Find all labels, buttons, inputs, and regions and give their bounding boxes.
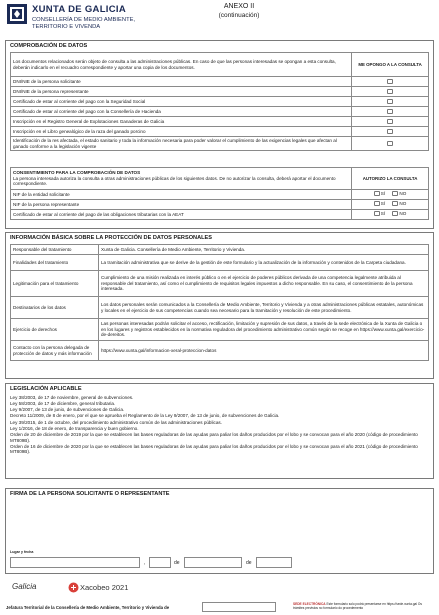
proteccion-section	[5, 232, 434, 379]
month-field[interactable]	[184, 557, 242, 568]
legislacion-list	[6, 395, 433, 455]
oppose-checkbox[interactable]	[387, 109, 393, 114]
auth-doc-item: NIF de la persona representante	[11, 200, 352, 210]
legislacion-title: LEGISLACIÓN APLICABLE	[10, 386, 82, 392]
oppose-checkbox[interactable]	[387, 119, 393, 124]
auth-text: La persona interesada autoriza la consulta a otras administraciones públicas de los siguientes datos. De no autorizar la consulta, deberá aportar el documento correspondiente.	[13, 175, 336, 187]
xunta-shield-icon	[6, 3, 28, 25]
year-field[interactable]	[256, 557, 292, 568]
logo-conselleria: CONSELLERÍA DE MEDIO AMBIENTE,	[32, 16, 136, 23]
proteccion-row-label: Contacto con la persona delegada de protección de datos y más información	[11, 341, 99, 361]
firma-section	[5, 488, 434, 574]
proteccion-row-value: Cumplimiento de una misión realizada en interés público o en el ejercicio de poderes públicos derivada de una competencia legalmente atribuida al responsable del tratamiento, así como el cumplimiento de requisitos legales impuestos a dicho responsable. En su caso, el consentimiento de la persona interesada.	[99, 271, 429, 297]
proteccion-table	[10, 244, 429, 361]
oppose-checkbox[interactable]	[387, 99, 393, 104]
xunta-logo-text	[32, 4, 135, 30]
jefatura-field[interactable]	[202, 602, 276, 612]
legislacion-item: Orden de 16 de diciembre de 2020 por la que se establecen las bases reguladoras de las ayudas para paliar los daños producidos por el lobo y se convocan para el año 2021 (código de procedimiento MT809B).	[10, 443, 418, 455]
legislacion-section	[5, 383, 434, 479]
proteccion-row-label: Finalidades del tratamiento	[11, 255, 99, 271]
place-date-label: Lugar y fecha	[10, 550, 34, 554]
oppose-checkbox[interactable]	[387, 129, 393, 134]
no-label: NO	[399, 211, 407, 217]
proteccion-row-value: Los datos personales serán comunicados a la Consellería de Medio Ambiente, Territorio y Vivienda y a otras administraciones públicas estatales, autonómicas y locales en el ejercicio de sus competencias cuando sea necesario para la tramitación y resolución de este procedimiento.	[99, 297, 429, 319]
oppose-checkbox[interactable]	[387, 141, 393, 146]
firma-title: FIRMA DE LA PERSONA SOLICITANTE O REPRESENTANTE	[10, 491, 170, 497]
comma-separator: ,	[144, 560, 146, 566]
doc-item: Inscripción en el Libro genealógico de la raza del ganado porcino	[11, 127, 352, 137]
legislacion-item: Ley 38/2003, de 17 de noviembre, general de subvenciones.	[10, 394, 134, 400]
sede-electronica	[293, 603, 433, 610]
no-checkbox[interactable]	[392, 211, 398, 216]
page-footer	[6, 602, 434, 613]
de-separator: de	[174, 560, 180, 566]
legislacion-item: Ley 1/2016, de 18 de enero, de transparencia y buen gobierno.	[10, 425, 139, 431]
oppose-checkbox[interactable]	[387, 79, 393, 84]
page-header	[6, 3, 433, 37]
footer-logos	[12, 580, 432, 598]
legislacion-item: Orden de 20 de diciembre de 2019 por la que se establecen las bases reguladoras de las ayudas para paliar los daños producidos por el lobo y se convocan para el año 2020 (código de procedimiento MT809B).	[10, 431, 418, 443]
yes-checkbox[interactable]	[374, 211, 380, 216]
annex-heading	[194, 3, 284, 19]
yes-checkbox[interactable]	[374, 191, 380, 196]
doc-item: Certificado de estar al corriente del pago con la Seguridad Social	[11, 97, 352, 107]
doc-item: DNI/NIE de la persona solicitante	[11, 77, 352, 87]
comprobacion-title: COMPROBACIÓN DE DATOS	[10, 43, 88, 49]
proteccion-row-label: Responsable del tratamiento	[11, 245, 99, 255]
legislacion-item: Ley 58/2003, de 17 de diciembre, general tributaria.	[10, 401, 116, 406]
no-checkbox[interactable]	[392, 191, 398, 196]
comprobacion-section	[5, 40, 434, 229]
place-field[interactable]	[10, 557, 140, 568]
authorize-header: AUTORIZO LA CONSULTA	[352, 168, 429, 190]
legislacion-item: Ley 39/2015, de 1 de octubre, del procedimiento administrativo común de las administraciones públicas.	[10, 419, 222, 425]
oppose-table	[10, 52, 429, 151]
proteccion-row-label: Legitimación para el tratamiento	[11, 271, 99, 297]
annex-title: ANEXO II	[223, 3, 255, 10]
no-checkbox[interactable]	[392, 201, 398, 206]
yes-checkbox[interactable]	[374, 201, 380, 206]
auth-intro-cell	[11, 168, 352, 190]
proteccion-row-value: La tramitación administrativa que se derive de la gestión de este formulario y la actualización de la información y contenidos de la Carpeta ciudadana.	[99, 255, 429, 271]
authorize-table	[10, 167, 429, 220]
doc-item: Certificado de estar al corriente del pago con la Consellería de Hacienda	[11, 107, 352, 117]
xacobeo-logo: Xacobeo 2021	[80, 583, 129, 592]
no-label: NO	[399, 201, 407, 207]
no-label: NO	[399, 191, 407, 197]
yes-label: SÍ	[380, 191, 386, 197]
oppose-checkbox[interactable]	[387, 89, 393, 94]
proteccion-row-value: Las personas interesadas podrán solicitar el acceso, rectificación, limitación y supresión de sus datos, a través de la sede electrónica de la Xunta de Galicia o en los lugares y registros establecidos en la normativa reguladora del procedimiento administrativo común según se recoge en https://www.xunta.gal/exercicio-de-dereitos.	[99, 319, 429, 341]
logo-xunta: XUNTA DE GALICIA	[32, 4, 126, 15]
proteccion-row-label: Destinatarios de los datos	[11, 297, 99, 319]
yes-label: SÍ	[380, 201, 386, 207]
auth-title: CONSENTIMIENTO PARA LA COMPROBACIÓN DE DATOS	[13, 170, 141, 176]
doc-item: Inscripción en el Registro General de Explotaciones Ganaderas de Galicia	[11, 117, 352, 127]
sede-title: SEDE ELECTRÓNICA	[293, 602, 326, 606]
logo-territorio: TERRITORIO E VIVENDA	[32, 23, 101, 30]
proteccion-row-value: Xunta de Galicia. Consellería de Medio Ambiente, Territorio y Vivienda.	[99, 245, 429, 255]
de-separator: de	[246, 560, 252, 566]
doc-item: DNI/NIE de la persona representante	[11, 87, 352, 97]
sede-text: Este formulario solo podrá presentarse en https://sede.xunta.gal Os trámites previstos no formulario do procedemento	[293, 602, 422, 610]
legislacion-item: Ley 9/2007, de 13 de junio, de subvenciones de Galicia.	[10, 407, 125, 413]
proteccion-row-value: https://www.xunta.gal/informacion-xeral-proteccion-datos	[99, 341, 429, 361]
jefatura-label: Jefatura Territorial de la Consellería de Medio Ambiente, Territorio y Vivienda de	[6, 605, 170, 610]
doc-item: Identificación de la res afectada, el estado sanitario y toda la información necesaria para poder valorar el cumplimiento de las exigencias legales que afectan al ganado conforme a la legislación vigente	[11, 137, 352, 151]
proteccion-row-label: Ejercicio de derechos	[11, 319, 99, 341]
yes-label: SÍ	[380, 211, 386, 217]
auth-doc-item: Certificado de estar al corriente del pago de las obligaciones tributarias con la AEAT	[11, 210, 352, 220]
proteccion-title: INFORMACIÓN BÁSICA SOBRE LA PROTECCIÓN DE DATOS PERSONALES	[10, 235, 213, 241]
comprobacion-intro: Los documentos relacionados serán objeto de consulta a las administraciones públicas. En caso de que las personas interesadas se opongan a esta consulta, deberán indicarlo en el recuadro correspondiente y aportar una copia de los documentos.	[11, 53, 352, 77]
legislacion-item: Decreto 11/2009, de 8 de enero, por el que se aprueba el Reglamento de la Ley 9/2007, de 13 de junio, de subvenciones de Galicia.	[10, 413, 280, 419]
day-field[interactable]	[149, 557, 171, 568]
galicia-logo: Galicia	[12, 582, 37, 591]
oppose-header: ME OPONGO A LA CONSULTA	[352, 53, 429, 77]
auth-doc-item: NIF de la entidad solicitante	[11, 190, 352, 200]
annex-subtitle: (continuación)	[218, 11, 260, 19]
xacobeo-icon	[68, 582, 79, 593]
